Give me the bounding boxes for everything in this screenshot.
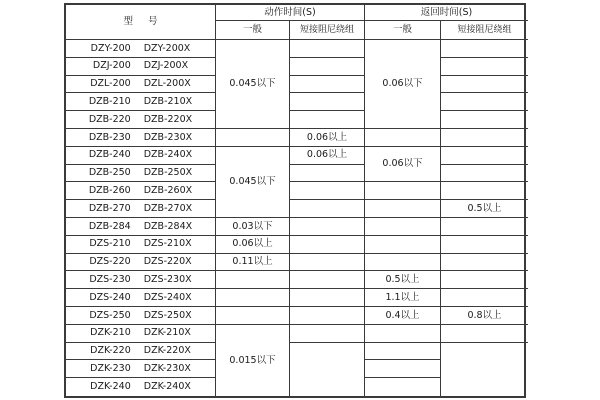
model-x-variant: DZB-210X xyxy=(143,96,193,108)
value-cell-action-short xyxy=(290,218,365,236)
model-x-variant: DZB-240X xyxy=(143,149,193,161)
model-cell xyxy=(66,343,216,361)
value-cell-action-short xyxy=(290,271,365,289)
model-cell xyxy=(66,236,216,254)
model-base: DZS-240 xyxy=(89,291,131,303)
model-cell xyxy=(66,325,216,343)
value-cell-return-short xyxy=(441,129,528,147)
value-cell-return-general xyxy=(365,343,441,361)
model-base: DZB-284 xyxy=(88,220,131,232)
value-cell-action-short xyxy=(290,343,365,396)
value-cell-return-general xyxy=(365,200,441,218)
model-x-variant: DZK-240X xyxy=(143,381,191,393)
value-cell-return-general xyxy=(365,218,441,236)
model-cell xyxy=(66,58,216,76)
model-x-variant: DZB-270X xyxy=(143,202,193,214)
value-cell-return-general xyxy=(365,254,441,272)
model-cell xyxy=(66,93,216,111)
model-x-variant: DZK-220X xyxy=(143,345,191,357)
value-cell-action-general xyxy=(216,307,290,325)
value-cell-action-short: 0.06以上 xyxy=(290,129,365,147)
value-cell-action-short xyxy=(290,325,365,343)
model-x-variant: DZS-210X xyxy=(143,238,192,250)
model-base: DZS-230 xyxy=(89,274,131,286)
value-cell-return-general: 0.06以下 xyxy=(365,40,441,129)
value-cell-action-general xyxy=(216,129,290,147)
header-general-action: 一般 xyxy=(216,21,290,40)
value-cell-return-short xyxy=(441,165,528,183)
model-base: DZB-240 xyxy=(88,149,131,161)
value-cell-action-short xyxy=(290,111,365,129)
model-cell xyxy=(66,271,216,289)
model-base: DZB-250 xyxy=(88,167,131,179)
model-x-variant: DZB-250X xyxy=(143,167,193,179)
model-base: DZB-260 xyxy=(88,185,131,197)
value-cell-action-short xyxy=(290,254,365,272)
model-cell xyxy=(66,76,216,94)
model-base: DZJ-200 xyxy=(92,60,131,72)
value-cell-action-general xyxy=(216,271,290,289)
model-cell xyxy=(66,147,216,165)
value-cell-return-short xyxy=(441,236,528,254)
value-cell-return-general xyxy=(365,378,441,396)
value-cell-return-general xyxy=(365,236,441,254)
value-cell-return-general: 1.1以上 xyxy=(365,289,441,307)
model-cell xyxy=(66,111,216,129)
model-base: DZK-240 xyxy=(90,381,131,393)
value-cell-action-general: 0.045以下 xyxy=(216,147,290,218)
value-cell-action-general: 0.11以上 xyxy=(216,254,290,272)
model-x-variant: DZS-220X xyxy=(143,256,192,268)
model-x-variant: DZK-230X xyxy=(143,363,191,375)
model-base: DZS-220 xyxy=(89,256,131,268)
model-x-variant: DZS-240X xyxy=(143,291,192,303)
model-x-variant: DZL-200X xyxy=(143,78,191,90)
value-cell-return-short xyxy=(441,218,528,236)
value-cell-action-short xyxy=(290,40,365,58)
model-base: DZS-210 xyxy=(89,238,131,250)
value-cell-return-general: 0.5以上 xyxy=(365,271,441,289)
value-cell-return-general xyxy=(365,129,441,147)
header-damping-return: 短接阻尼绕组 xyxy=(441,21,528,40)
model-base: DZK-220 xyxy=(90,345,131,357)
value-cell-action-short xyxy=(290,182,365,200)
value-cell-return-short xyxy=(441,93,528,111)
value-cell-action-general: 0.03以下 xyxy=(216,218,290,236)
value-cell-action-short xyxy=(290,165,365,183)
value-cell-return-short xyxy=(441,40,528,58)
model-x-variant: DZS-230X xyxy=(143,274,192,286)
value-cell-return-general: 0.06以下 xyxy=(365,147,441,183)
model-cell xyxy=(66,165,216,183)
header-action-time: 动作时间(S) xyxy=(216,5,365,21)
relay-spec-table xyxy=(64,3,526,398)
header-damping-action: 短接阻尼绕组 xyxy=(290,21,365,40)
value-cell-action-short xyxy=(290,307,365,325)
model-cell xyxy=(66,289,216,307)
value-cell-action-short xyxy=(290,76,365,94)
model-cell xyxy=(66,218,216,236)
header-return-time: 返回时间(S) xyxy=(365,5,528,21)
model-base: DZB-210 xyxy=(88,96,131,108)
model-x-variant: DZB-284X xyxy=(143,220,193,232)
model-x-variant: DZJ-200X xyxy=(143,60,189,72)
model-cell xyxy=(66,182,216,200)
value-cell-action-short xyxy=(290,200,365,218)
value-cell-action-general: 0.06以上 xyxy=(216,236,290,254)
value-cell-return-short: 0.8以上 xyxy=(441,307,528,325)
value-cell-return-short xyxy=(441,289,528,307)
value-cell-action-general: 0.045以下 xyxy=(216,40,290,129)
header-general-return: 一般 xyxy=(365,21,441,40)
header-model: 型 号 xyxy=(66,5,216,40)
model-x-variant: DZK-210X xyxy=(143,327,191,339)
model-base: DZB-270 xyxy=(88,202,131,214)
value-cell-return-general xyxy=(365,360,441,378)
model-cell xyxy=(66,129,216,147)
value-cell-action-short xyxy=(290,289,365,307)
value-cell-action-short xyxy=(290,236,365,254)
value-cell-return-short xyxy=(441,76,528,94)
model-cell xyxy=(66,254,216,272)
value-cell-action-short xyxy=(290,58,365,76)
model-cell xyxy=(66,360,216,378)
value-cell-return-short xyxy=(441,111,528,129)
value-cell-return-short xyxy=(441,254,528,272)
model-cell xyxy=(66,307,216,325)
model-x-variant: DZB-230X xyxy=(143,131,193,143)
model-x-variant: DZB-220X xyxy=(143,113,193,125)
model-x-variant: DZB-260X xyxy=(143,185,193,197)
model-base: DZB-230 xyxy=(88,131,131,143)
value-cell-return-short xyxy=(441,271,528,289)
model-base: DZL-200 xyxy=(90,78,131,90)
value-cell-return-short xyxy=(441,147,528,165)
value-cell-return-short xyxy=(441,325,528,343)
model-base: DZK-210 xyxy=(90,327,131,339)
value-cell-return-general: 0.4以上 xyxy=(365,307,441,325)
value-cell-action-general xyxy=(216,289,290,307)
value-cell-action-short: 0.06以上 xyxy=(290,147,365,165)
value-cell-action-short xyxy=(290,93,365,111)
model-x-variant: DZS-250X xyxy=(143,309,192,321)
model-base: DZS-250 xyxy=(89,309,131,321)
model-cell xyxy=(66,200,216,218)
value-cell-return-general xyxy=(365,325,441,343)
value-cell-return-short: 0.5以上 xyxy=(441,200,528,218)
model-x-variant: DZY-200X xyxy=(143,42,191,54)
model-base: DZB-220 xyxy=(88,113,131,125)
value-cell-return-short xyxy=(441,343,528,396)
model-cell xyxy=(66,378,216,396)
model-base: DZY-200 xyxy=(90,42,131,54)
model-base: DZK-230 xyxy=(90,363,131,375)
model-cell xyxy=(66,40,216,58)
value-cell-action-general: 0.015以下 xyxy=(216,325,290,396)
value-cell-return-general xyxy=(365,182,441,200)
value-cell-return-short xyxy=(441,182,528,200)
value-cell-return-short xyxy=(441,58,528,76)
